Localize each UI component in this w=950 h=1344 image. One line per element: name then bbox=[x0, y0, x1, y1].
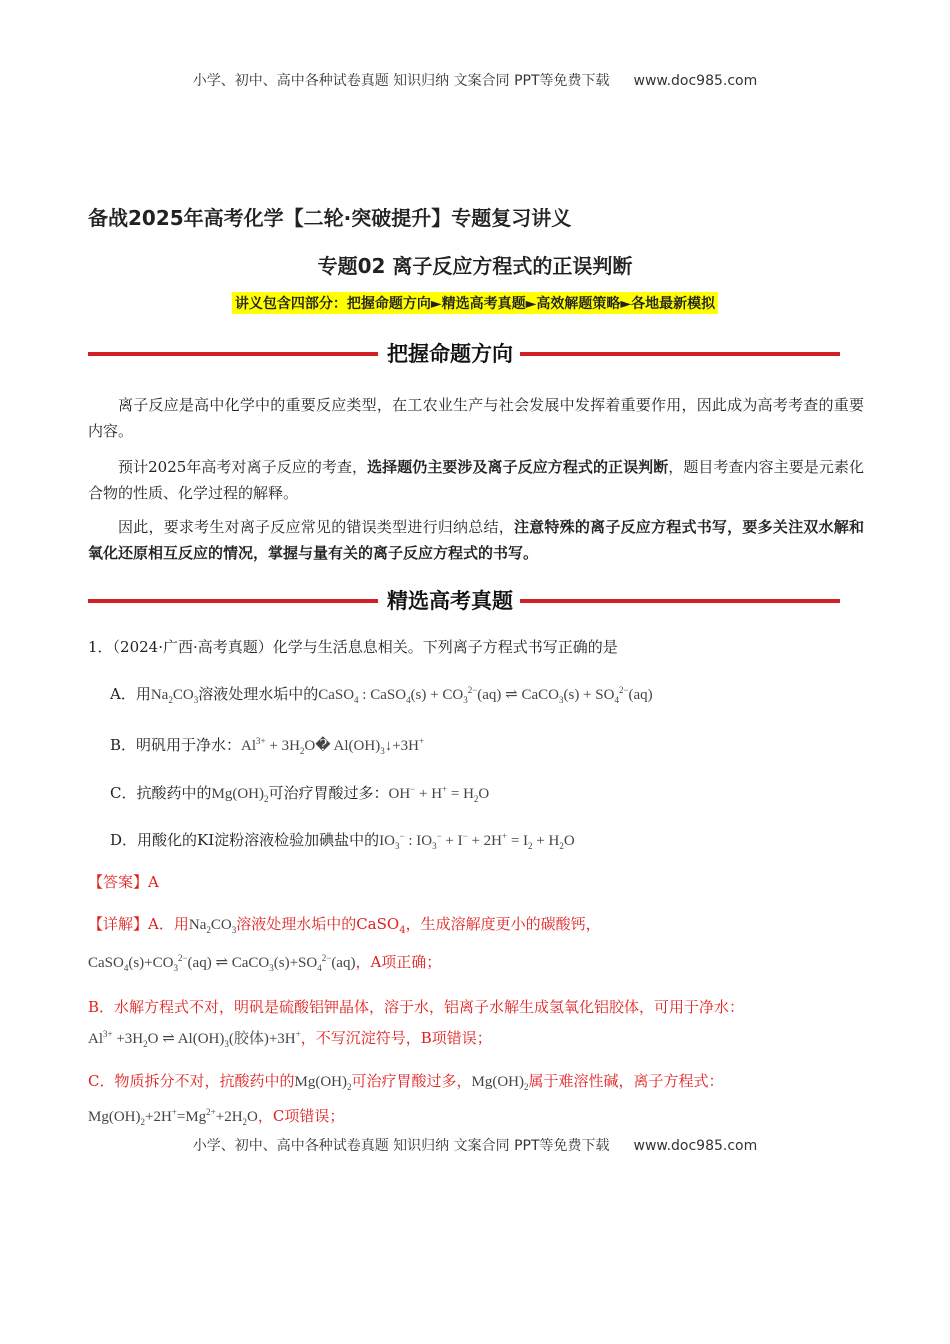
intro-paragraph-2 bbox=[88, 454, 864, 506]
equation-a: CaSO$_4$ : CaSO$_4$(s) + $CO_3^{2-}(aq)$ ⇌ CaCO$_3$(s) + $SO_4^{2-}(aq)$ bbox=[318, 685, 653, 705]
page-footer bbox=[0, 1135, 950, 1155]
answer-line bbox=[88, 870, 159, 894]
option-d-prefix: D．用酸化的KI淀粉溶液检验加碘盐中的 bbox=[110, 831, 380, 849]
formula-na2co3-detail: $Na_2CO_3$ bbox=[188, 917, 237, 935]
equation-b: $Al^{3+}$ + $3H_2O�$ $Al(OH)_3↓+3H^+$ bbox=[241, 736, 425, 756]
equation-d: $IO_3^-$ : $IO_3^- + I^- + 2H^+ = I_2 + H_2O$ bbox=[379, 831, 575, 851]
formula-mgoh2-detail-2: $Mg(OH)_2$ bbox=[471, 1074, 529, 1092]
intro-paragraph-3 bbox=[88, 514, 864, 566]
detail-a-text: 溶液处理水垢中的CaSO bbox=[236, 915, 400, 933]
answer-value: A bbox=[148, 873, 159, 891]
footer-url[interactable]: www.doc985.com bbox=[633, 1138, 758, 1154]
p2-text-a: 预计2025年高考对离子反应的考查， bbox=[118, 458, 368, 476]
banner-rule-left bbox=[88, 352, 378, 356]
footer-text: 小学、初中、高中各种试卷真题 知识归纳 文案合同 PPT等免费下载 bbox=[192, 1138, 610, 1154]
option-c bbox=[110, 777, 489, 811]
detail-line-a2 bbox=[88, 946, 441, 980]
detail-c-mid: 可治疗胃酸过多， bbox=[351, 1072, 472, 1090]
banner-rule-left bbox=[88, 599, 378, 603]
detail-line-c2 bbox=[88, 1100, 344, 1134]
equation-c-detail: $Mg(OH)_2+2H^+=Mg^{2+}+2H_2O$ bbox=[88, 1107, 258, 1127]
equation-b-detail: $Al^{3+} +3H_2O$ ⇌ $Al(OH)_3$(胶体)+3H+ bbox=[88, 1029, 301, 1049]
banner-rule-right bbox=[520, 352, 840, 356]
equation-a-detail: $CaSO_4(s)+CO_3^{2-}(aq)$ ⇌ $CaCO_3(s)+SO_4^{2-}(aq)$ bbox=[88, 953, 356, 973]
header-text: 小学、初中、高中各种试卷真题 知识归纳 文案合同 PPT等免费下载 bbox=[192, 73, 610, 89]
p2-bold: 选择题仍主要涉及离子反应方程式的正误判断 bbox=[367, 458, 669, 476]
detail-c-prefix: C．物质拆分不对，抗酸药中的 bbox=[88, 1072, 295, 1090]
detail-c-post: 属于难溶性碱，离子方程式： bbox=[528, 1072, 724, 1090]
section-heading-exam: 精选高考真题 bbox=[387, 589, 513, 613]
p2-text-c: ，题目考查内容主要是元素化合物的性质、化学过程的解释。 bbox=[88, 458, 864, 502]
formula-na2co3: $Na_2CO_3$ bbox=[150, 687, 199, 705]
detail-line-a1: 【详解】A．用$Na_2CO_3$溶液处理水垢中的CaSO$_4$，生成溶解度更小的碳酸钙， bbox=[88, 915, 601, 936]
option-a-prefix: A．用 bbox=[110, 685, 151, 703]
equation-c: $OH^- + H^+ = H_2O$ bbox=[388, 784, 490, 804]
page-header bbox=[0, 70, 950, 90]
section-banner-exam bbox=[88, 585, 840, 615]
detail-a-post: ，生成溶解度更小的碳酸钙， bbox=[405, 915, 601, 933]
option-a-text: 溶液处理水垢中的 bbox=[198, 685, 319, 703]
banner-rule-right bbox=[520, 599, 840, 603]
option-d bbox=[110, 824, 575, 858]
formula-mgoh2: $Mg(OH)_2$ bbox=[211, 786, 269, 804]
detail-line-b1: B．水解方程式不对，明矾是硫酸铝钾晶体，溶于水，铝离子水解生成氢氧化铝胶体，可用于净水： bbox=[88, 998, 745, 1016]
detail-b2-post: ，不写沉淀符号，B项错误； bbox=[300, 1029, 492, 1047]
detail-a-prefix: A．用 bbox=[148, 915, 189, 933]
outline-subtitle: 讲义包含四部分：把握命题方向►精选高考真题►高效解题策略►各地最新模拟 bbox=[232, 292, 718, 314]
option-b-prefix: B．明矾用于净水： bbox=[110, 736, 242, 754]
p3-text-a: 因此，要求考生对离子反应常见的错误类型进行归纳总结， bbox=[118, 518, 514, 536]
detail-label: 【详解】 bbox=[88, 915, 149, 933]
formula-mgoh2-detail-1: $Mg(OH)_2$ bbox=[294, 1074, 352, 1092]
p3-bold: 注意特殊的离子反应方程式书写，要多关注双水解和氧化还原相互反应的情况，掌握与量有关的离子反应方程式的书写。 bbox=[88, 518, 864, 562]
detail-line-c1 bbox=[88, 1069, 724, 1099]
detail-line-b2 bbox=[88, 1022, 492, 1056]
option-a bbox=[110, 678, 653, 712]
question-stem: 1．（2024·广西·高考真题）化学与生活息息相关。下列离子方程式书写正确的是 bbox=[88, 638, 618, 656]
option-b bbox=[110, 729, 424, 763]
detail-a2-post: ，A项正确； bbox=[355, 953, 442, 971]
section-banner-direction bbox=[88, 338, 840, 368]
document-title: 备战2025年高考化学【二轮·突破提升】专题复习讲义 bbox=[88, 206, 572, 230]
detail-c2-post: ，C项错误； bbox=[257, 1107, 345, 1125]
header-url[interactable]: www.doc985.com bbox=[633, 73, 758, 89]
option-c-text: 可治疗胃酸过多： bbox=[268, 784, 389, 802]
section-heading-direction: 把握命题方向 bbox=[387, 342, 513, 366]
intro-paragraph-1: 离子反应是高中化学中的重要反应类型，在工农业生产与社会发展中发挥着重要作用，因此成为高考考查的重要内容。 bbox=[88, 396, 864, 440]
option-c-prefix: C．抗酸药中的 bbox=[110, 784, 212, 802]
topic-title: 专题02 离子反应方程式的正误判断 bbox=[317, 254, 633, 278]
answer-label: 【答案】 bbox=[88, 873, 149, 891]
